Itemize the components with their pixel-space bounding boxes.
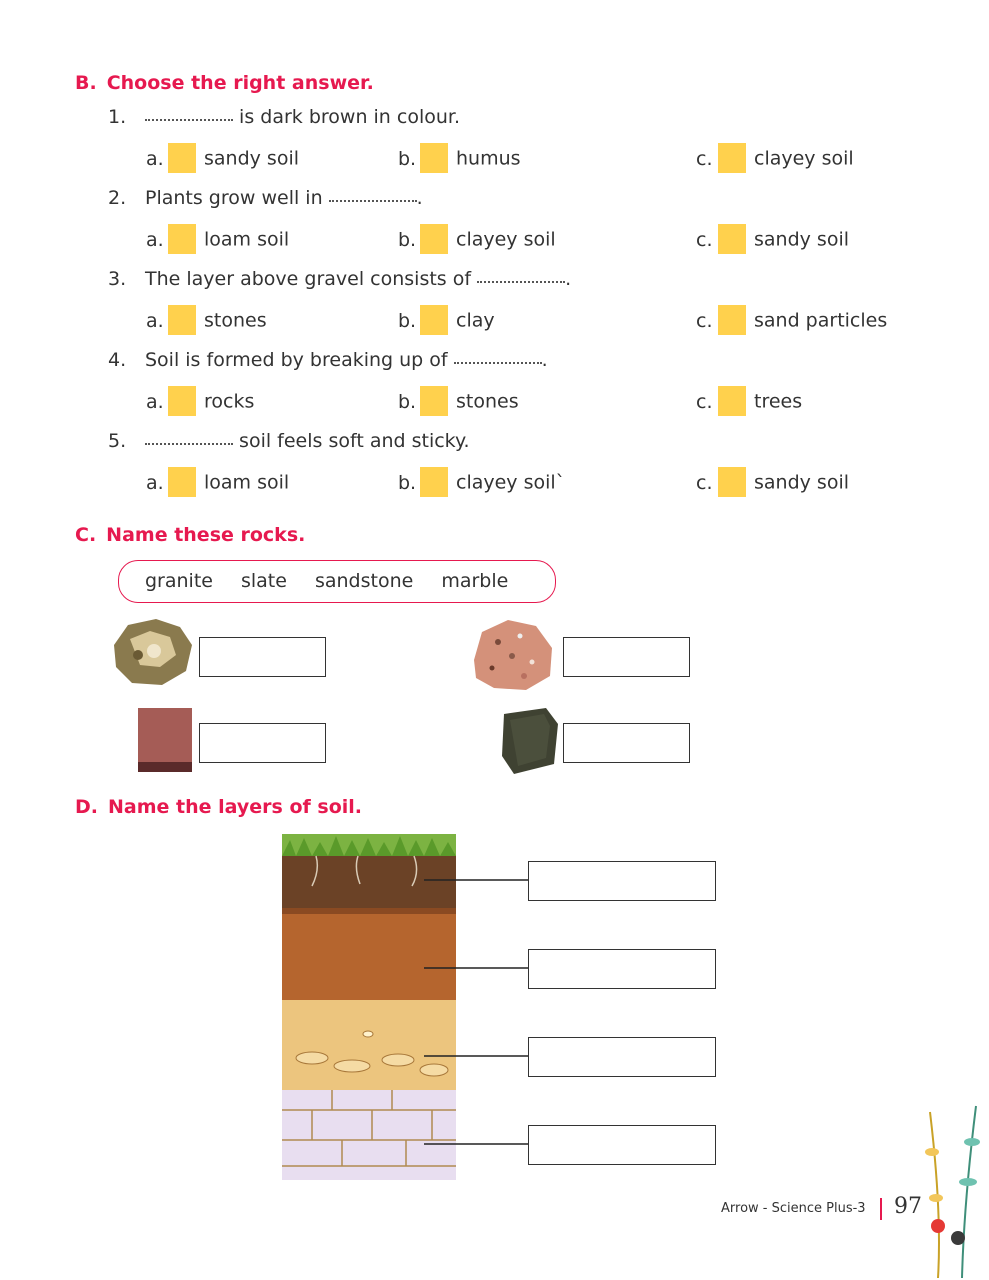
option-1b[interactable]: b. humus: [398, 144, 521, 170]
tick-box[interactable]: [718, 386, 746, 416]
question-4: 4. Soil is formed by breaking up of .: [108, 349, 548, 371]
option-4c[interactable]: c. trees: [696, 387, 802, 413]
option-1c[interactable]: c. clayey soil: [696, 144, 854, 170]
page-number: 97: [894, 1194, 922, 1219]
option-5a[interactable]: a. loam soil: [146, 468, 289, 494]
answer-blank[interactable]: [145, 119, 233, 121]
rock-1-answer-box[interactable]: [199, 637, 326, 677]
question-3: 3. The layer above gravel consists of .: [108, 268, 572, 290]
word-bank-item: marble: [441, 570, 509, 592]
rock-3-answer-box[interactable]: [199, 723, 326, 763]
question-2: 2. Plants grow well in .: [108, 187, 423, 209]
tick-box[interactable]: [168, 305, 196, 335]
page-separator: [880, 1198, 882, 1220]
rock-2-answer-box[interactable]: [563, 637, 690, 677]
question-1: 1. is dark brown in colour.: [108, 106, 461, 128]
option-2c[interactable]: c. sandy soil: [696, 225, 849, 251]
tick-box[interactable]: [168, 224, 196, 254]
word-bank-item: granite: [145, 570, 213, 592]
soil-layer-2-answer-box[interactable]: [528, 949, 716, 989]
rock-image-4: [500, 706, 560, 776]
tick-box[interactable]: [168, 143, 196, 173]
word-bank-item: sandstone: [314, 570, 414, 592]
rock-image-2: [468, 616, 556, 694]
tick-box[interactable]: [420, 224, 448, 254]
tick-box[interactable]: [420, 143, 448, 173]
option-2a[interactable]: a. loam soil: [146, 225, 289, 251]
option-4b[interactable]: b. stones: [398, 387, 519, 413]
option-5b[interactable]: b. clayey soil`: [398, 468, 565, 494]
rock-image-3: [136, 706, 194, 774]
soil-layer-1-answer-box[interactable]: [528, 861, 716, 901]
rock-4-answer-box[interactable]: [563, 723, 690, 763]
word-bank: [118, 560, 556, 603]
word-bank-item: slate: [240, 570, 287, 592]
tick-box[interactable]: [718, 143, 746, 173]
book-title: Arrow - Science Plus-3: [721, 1201, 866, 1216]
option-2b[interactable]: b. clayey soil: [398, 225, 556, 251]
option-4a[interactable]: a. rocks: [146, 387, 254, 413]
tick-box[interactable]: [420, 305, 448, 335]
section-c-title: C. Name these rocks.: [75, 524, 306, 546]
soil-layer-4-answer-box[interactable]: [528, 1125, 716, 1165]
answer-blank[interactable]: [477, 281, 565, 283]
answer-blank[interactable]: [329, 200, 417, 202]
section-d-title: D. Name the layers of soil.: [75, 796, 362, 818]
section-b-title: B. Choose the right answer.: [75, 72, 374, 94]
soil-layer-3-answer-box[interactable]: [528, 1037, 716, 1077]
tick-box[interactable]: [718, 305, 746, 335]
question-5: 5. soil feels soft and sticky.: [108, 430, 470, 452]
rock-image-1: [110, 615, 194, 689]
decorative-plant-icon: [918, 1102, 988, 1278]
option-3a[interactable]: a. stones: [146, 306, 267, 332]
option-3c[interactable]: c. sand particles: [696, 306, 887, 332]
tick-box[interactable]: [718, 467, 746, 497]
option-3b[interactable]: b. clay: [398, 306, 495, 332]
tick-box[interactable]: [168, 467, 196, 497]
tick-box[interactable]: [718, 224, 746, 254]
option-1a[interactable]: a. sandy soil: [146, 144, 299, 170]
tick-box[interactable]: [420, 386, 448, 416]
tick-box[interactable]: [420, 467, 448, 497]
answer-blank[interactable]: [454, 362, 542, 364]
option-5c[interactable]: c. sandy soil: [696, 468, 849, 494]
answer-blank[interactable]: [145, 443, 233, 445]
tick-box[interactable]: [168, 386, 196, 416]
